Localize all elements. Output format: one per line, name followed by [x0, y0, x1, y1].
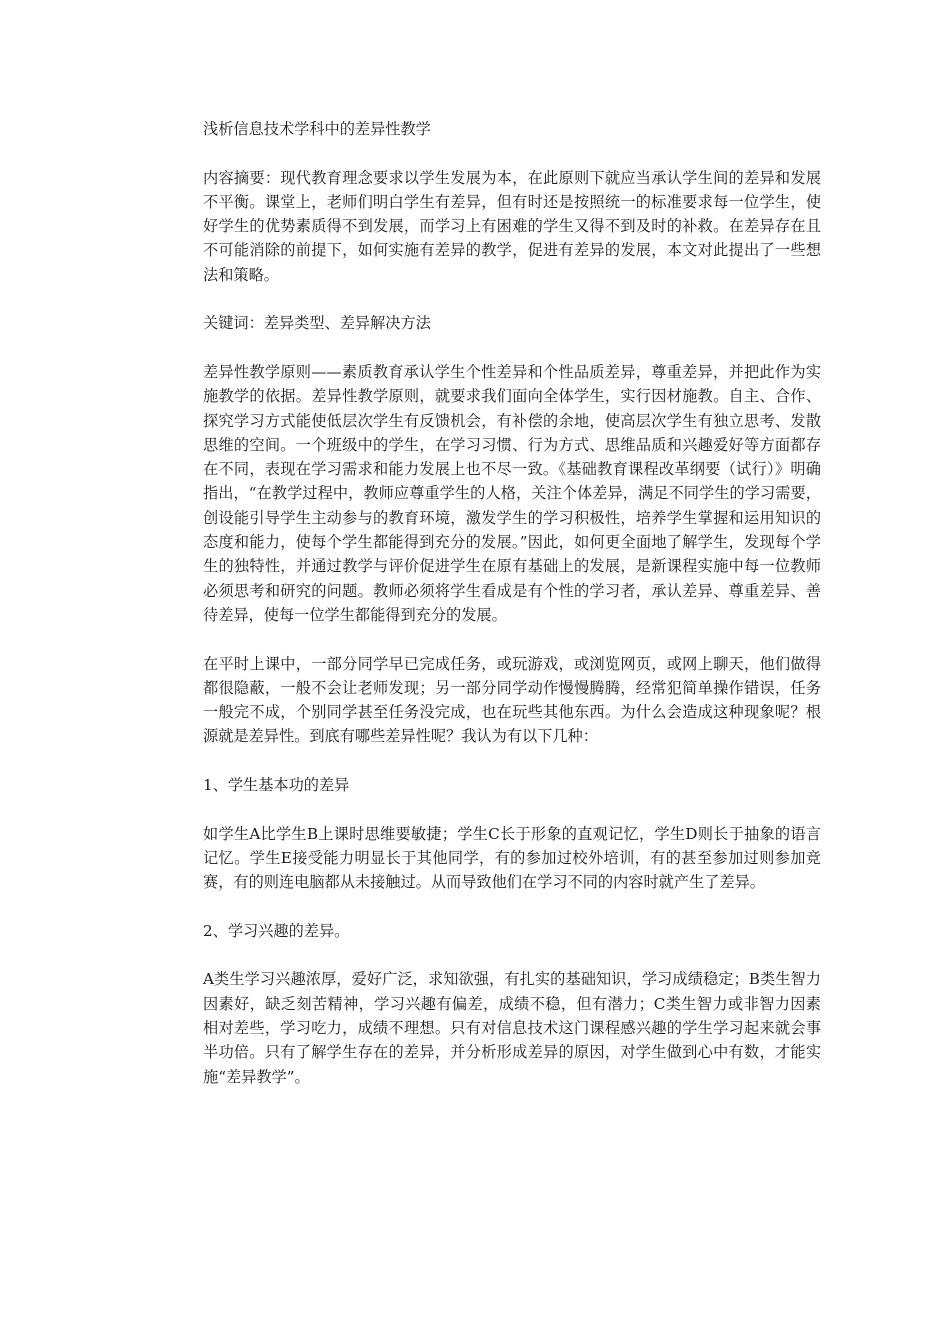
document-title: 浅析信息技术学科中的差异性教学 — [203, 120, 431, 138]
paragraph-spacer — [203, 749, 821, 773]
paragraph-spacer — [203, 336, 821, 360]
section-heading-basics: 1、学生基本功的差异 — [203, 776, 350, 795]
body-paragraph-interest: A类生学习兴趣浓厚，爱好广泛，求知欲强，有扎实的基础知识，学习成绩稳定；B类生智力因素好，缺乏刻苦精神，学习兴趣有偏差，成绩不稳，但有潜力；C类生智力或非智力因素相对差些，学习吃力，成绩不理想。只有对信息技术这门课程感兴趣的学生学习起来就会事半功倍。只有了解学生存在的差异，并分析形成差异的原因，对学生做到心中有数，才能实施“差异教学”。 — [203, 970, 821, 1086]
keywords-line: 关键词：差异类型、差异解决方法 — [203, 314, 431, 333]
body-paragraph-classroom: 在平时上课中，一部分同学早已完成任务，或玩游戏，或浏览网页，或网上聊天，他们做得都很隐蔽，一般不会让老师发现；另一部分同学动作慢慢腾腾，经常犯简单操作错误，任务一般完不成，个别同学甚至任务没完成，也在玩些其他东西。为什么会造成这种现象呢？根源就是差异性。到底有哪些差异性呢？我认为有以下几种： — [203, 654, 821, 746]
body-paragraph-basics: 如学生A比学生B上课时思维要敏捷；学生C长于形象的直观记忆，学生D则长于抽象的语言记忆。学生E接受能力明显长于其他同学，有的参加过校外培训，有的甚至参加过则参加竞赛，有的则连电脑都从未接触过。从而导致他们在学习不同的内容时就产生了差异。 — [203, 824, 821, 892]
paragraph-spacer — [203, 141, 821, 165]
abstract-paragraph: 内容摘要：现代教育理念要求以学生发展为本，在此原则下就应当承认学生间的差异和发展不平衡。课堂上，老师们明白学生有差异，但有时还是按照统一的标准要求每一位学生，使好学生的优势素质得不到发展，而学习上有困难的学生又得不到及时的补救。在差异存在且不可能消除的前提下，如何实施有差异的教学，促进有差异的发展，本文对此提出了一些想法和策略。 — [203, 168, 821, 284]
paragraph-spacer — [203, 943, 821, 967]
paragraph-spacer — [203, 797, 821, 821]
paragraph-spacer — [203, 627, 821, 651]
paragraph-spacer — [203, 895, 821, 919]
paragraph-spacer — [203, 287, 821, 311]
body-paragraph-principle: 差异性教学原则——素质教育承认学生个性差异和个性品质差异，尊重差异，并把此作为实施教学的依据。差异性教学原则，就要求我们面向全体学生，实行因材施教。自主、合作、探究学习方式能使低层次学生有反馈机会，有补偿的余地，使高层次学生有独立思考、发散思维的空间。一个班级中的学生，在学习习惯、行为方式、思维品质和兴趣爱好等方面都存在不同，表现在学习需求和能力发展上也不尽一致。《基础教育课程改革纲要（试行）》明确指出，“在教学过程中，教师应尊重学生的人格，关注个体差异，满足不同学生的学习需要，创设能引导学生主动参与的教育环境，激发学生的学习积极性，培养学生掌握和运用知识的态度和能力，使每个学生都能得到充分的发展。”因此，如何更全面地了解学生，发现每个学生的独特性，并通过教学与评价促进学生在原有基础上的发展，是新课程实施中每一位教师必须思考和研究的问题。教师必须将学生看成是有个性的学习者，承认差异、尊重差异、善待差异，使每一位学生都能得到充分的发展。 — [203, 362, 821, 624]
document-body — [203, 117, 821, 1089]
section-heading-interest: 2、学习兴趣的差异。 — [203, 921, 350, 940]
